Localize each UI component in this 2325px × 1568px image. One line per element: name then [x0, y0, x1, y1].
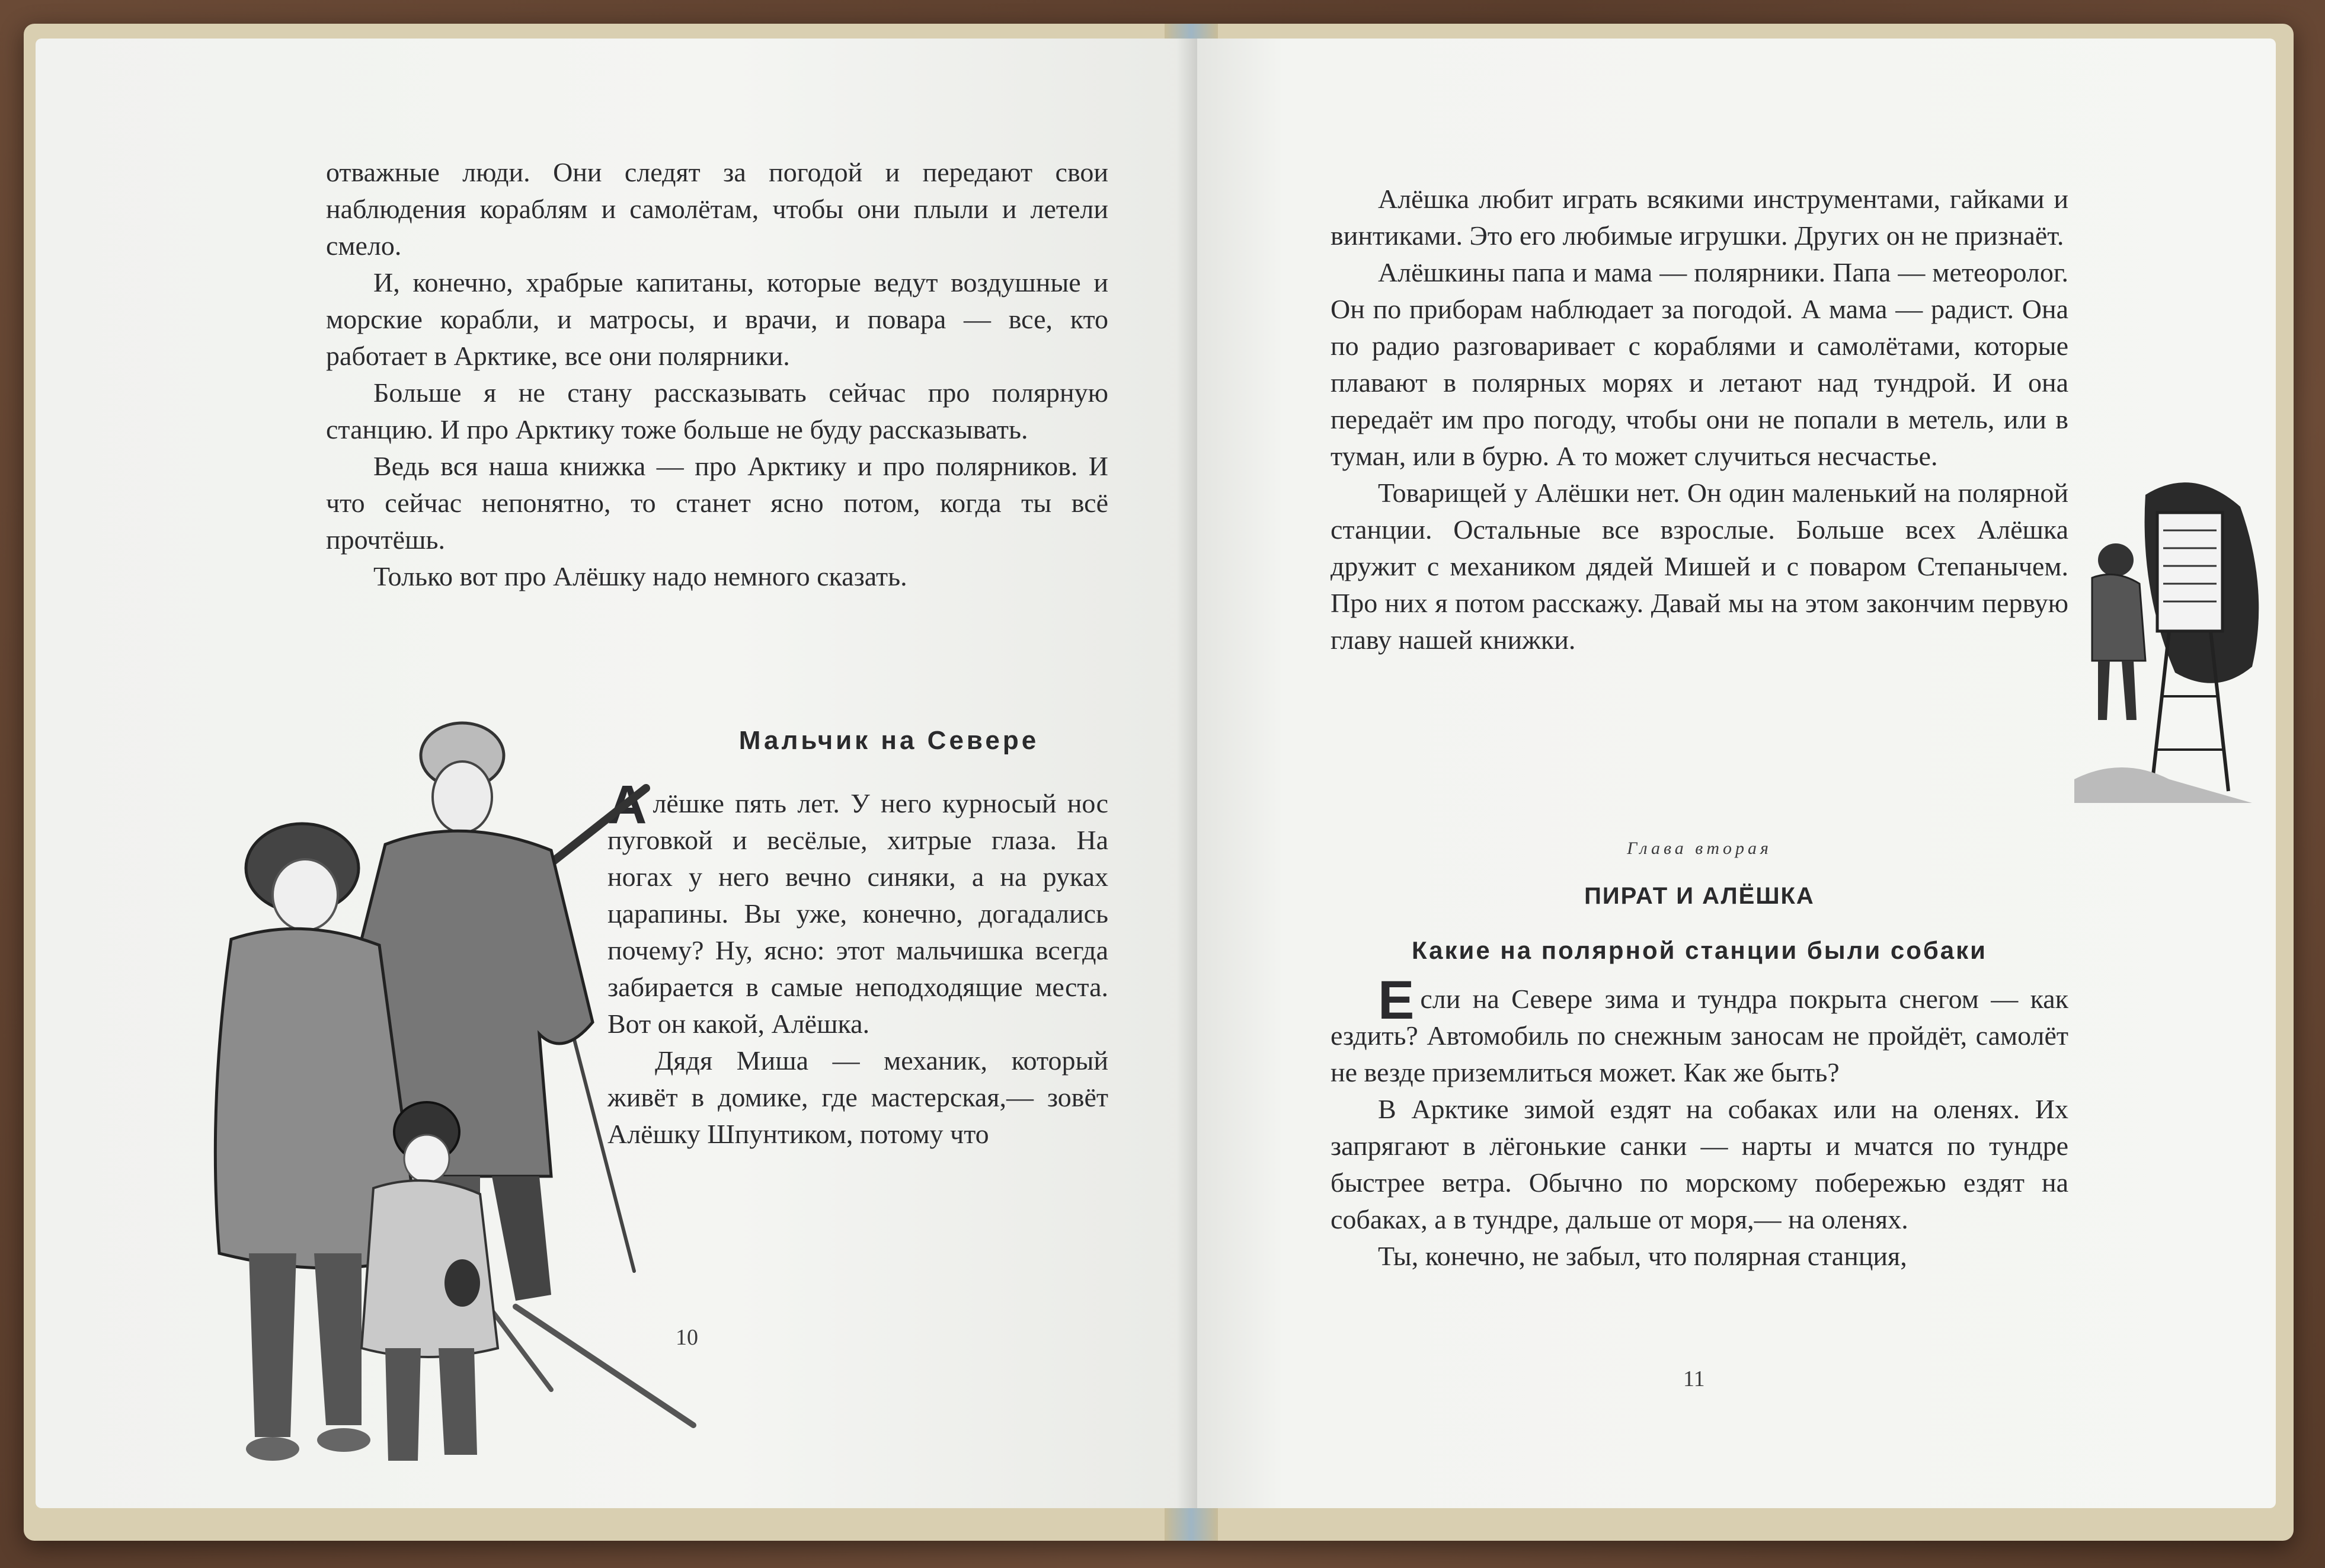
- weather-station-illustration: [2074, 471, 2264, 803]
- paragraph: сли на Севере зима и тундра покрыта снегом — как ездить? Автомобиль по снежным заносам не пройдёт, самолёт не везде приземлиться может. Как же быть?: [1331, 984, 2068, 1087]
- family-illustration: [184, 690, 717, 1508]
- right-section-text: [1331, 970, 2068, 1275]
- chapter-label: Глава вторая: [1627, 839, 1772, 858]
- left-top-text: [326, 154, 1108, 595]
- paragraph: Только вот про Алёшку надо немного сказать.: [373, 561, 907, 591]
- right-top-text: [1331, 181, 2068, 658]
- paragraph: Больше я не стану рассказывать сейчас про полярную станцию. И про Арктику тоже больше не буду рассказывать.: [326, 377, 1108, 444]
- paragraph: Ведь вся наша книжка — про Арктику и про полярников. И что сейчас непонятно, то станет ясно потом, когда ты всё прочтёшь.: [326, 451, 1108, 555]
- page-number: 10: [676, 1325, 698, 1350]
- right-page: [1197, 39, 2276, 1508]
- paragraph: Алёшка любит играть всякими инструментами, гайками и винтиками. Это его любимые игрушки. Других он не признаёт.: [1331, 184, 2068, 251]
- left-page: [36, 39, 1197, 1508]
- paragraph: лёшке пять лет. У него курносый нос пуговкой и весёлые, хитрые глаза. На ногах у него вечно синяки, а на руках царапины. Вы уже, конечно, догадались почему? Ну, ясно: этот мальчишка всегда забирается в самые неподходящие места. Вот он какой, Алёшка.: [607, 788, 1108, 1039]
- chapter-title: ПИРАТ И АЛЁШКА: [1584, 883, 1815, 909]
- paragraph: И, конечно, храбрые капитаны, которые ведут воздушные и морские корабли, и матросы, и врачи, и повара — все, кто работает в Арктике, все они полярники.: [326, 267, 1108, 371]
- paragraph: Алёшкины папа и мама — полярники. Папа — метеоролог. Он по приборам наблюдает за погодой. А мама — радист. Она по радио разговаривает с кораблями и самолётами, которые плавают в полярных морях и летают над тундрой. И она передаёт им про погоду, чтобы они не попали в метель, или в туман, или в бурю. А то может случиться несчастье.: [1331, 257, 2068, 471]
- section-heading: Мальчик на Севере: [738, 726, 1040, 755]
- page-number: 11: [1683, 1367, 1705, 1391]
- drop-cap: Е: [1378, 970, 1415, 1031]
- paragraph: В Арктике зимой ездят на собаках или на оленях. Их запрягают в лёгонькие санки — нарты и мчатся по тундре быстрее ветра. Обычно по морскому побережью ездят на собаках, а в тундре, дальше от моря,— на оленях.: [1331, 1094, 2068, 1234]
- section-heading: Какие на полярной станции были собаки: [1411, 936, 1987, 964]
- paragraph: Товарищей у Алёшки нет. Он один маленький на полярной станции. Остальные все взрослые. Больше всех Алёшка дружит с механиком дядей Мишей и с поваром Степанычем. Про них я потом расскажу. Давай мы на этом закончим первую главу нашей книжки.: [1331, 478, 2068, 655]
- paragraph: отважные люди. Они следят за погодой и передают свои наблюдения кораблям и самолётам, чтобы они плыли и летели смело.: [326, 157, 1108, 261]
- paragraph: Ты, конечно, не забыл, что полярная станция,: [1378, 1241, 1907, 1271]
- drop-cap: А: [607, 775, 647, 835]
- paragraph: Дядя Миша — механик, который живёт в домике, где мастерская,— зовёт Алёшку Шпунтиком, потому что: [607, 1045, 1108, 1149]
